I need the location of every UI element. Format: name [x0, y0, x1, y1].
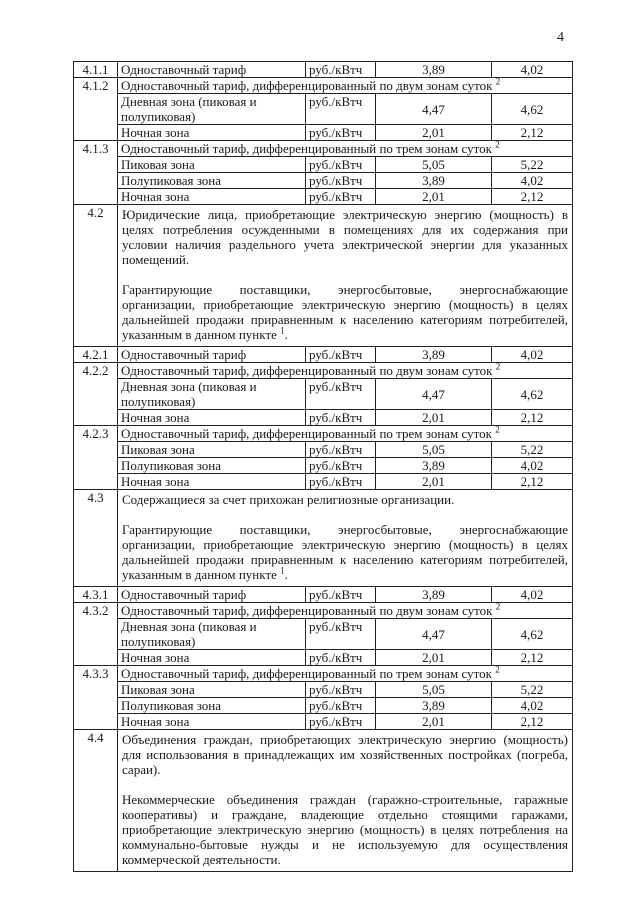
footnote-mark: 2: [495, 76, 501, 87]
unit: руб./кВтч: [306, 94, 376, 125]
tariff-value-1: 3,89: [376, 62, 492, 78]
item-number: 4.4: [74, 730, 118, 872]
unit: руб./кВтч: [306, 587, 376, 603]
tariff-type-header: [118, 141, 573, 157]
zone-name: Одноставочный тариф: [118, 347, 306, 363]
paragraph-text: Юридические лица, приобретающие электрическую энергию (мощность) в целях потребления осужденными в помещениях для их содержания при условии наличия раздельного учета электрической энергии для указанных помещений.: [122, 207, 568, 267]
table-row: [74, 650, 573, 666]
table-row: [74, 62, 573, 78]
tariff-value-2: 4,02: [492, 698, 573, 714]
tariff-value-1: 3,89: [376, 458, 492, 474]
unit: руб./кВтч: [306, 379, 376, 410]
tariff-value-1: 2,01: [376, 474, 492, 490]
unit: руб./кВтч: [306, 698, 376, 714]
tariff-type-label: Одноставочный тариф, дифференцированный по двум зонам суток: [121, 78, 493, 93]
unit: руб./кВтч: [306, 125, 376, 141]
tariff-value-1: 5,05: [376, 682, 492, 698]
item-number: 4.2: [74, 205, 118, 347]
paragraph-text: Гарантирующие поставщики, энергосбытовые, энергоснабжающие организации, приобретающие электрическую энергию (мощность) в целях дальнейшей продажи приравненным к населению категориям потребителей, указанным в данном пункте: [122, 522, 568, 582]
tariff-value-2: 2,12: [492, 125, 573, 141]
tariff-type-header: [118, 603, 573, 619]
tariff-value-2: 4,02: [492, 173, 573, 189]
item-number: 4.3: [74, 490, 118, 587]
zone-name: Ночная зона: [118, 650, 306, 666]
zone-name: Полупиковая зона: [118, 173, 306, 189]
unit: руб./кВтч: [306, 410, 376, 426]
footnote-mark: 1: [280, 565, 285, 576]
table-row: [74, 125, 573, 141]
footnote-mark: 2: [495, 424, 500, 435]
tariff-value-2: 4,02: [492, 458, 573, 474]
zone-name: Дневная зона (пиковая и полупиковая): [118, 379, 306, 410]
table-row: [74, 730, 573, 872]
tariff-value-2: 4,02: [492, 62, 573, 78]
table-row: [74, 141, 573, 157]
tariff-value-2: 2,12: [492, 410, 573, 426]
description-paragraph: Гарантирующие поставщики, энергосбытовые, энергоснабжающие организации, приобретающие электрическую энергию (мощность) в целях дальнейшей продажи приравненным к населению категориям потребителей, указанным в данном пункте $^1$.: [122, 522, 568, 582]
tariff-value-2: 4,62: [492, 619, 573, 650]
tariff-value-1: 2,01: [376, 125, 492, 141]
tariff-type-label: Одноставочный тариф, дифференцированный по двум зонам суток: [121, 363, 493, 378]
tariff-value-1: 3,89: [376, 173, 492, 189]
zone-name: Дневная зона (пиковая и полупиковая): [118, 619, 306, 650]
unit: руб./кВтч: [306, 189, 376, 205]
zone-name: Пиковая зона: [118, 442, 306, 458]
tariff-value-1: 2,01: [376, 650, 492, 666]
table-row: [74, 410, 573, 426]
item-number: 4.3.2: [74, 603, 118, 666]
paragraph-text: Гарантирующие поставщики, энергосбытовые, энергоснабжающие организации, приобретающие электрическую энергию (мощность) в целях дальнейшей продажи приравненным к населению категориям потребителей, указанным в данном пункте: [122, 282, 568, 342]
tariff-table-body: [74, 62, 573, 872]
table-row: [74, 714, 573, 730]
tariff-value-2: 5,22: [492, 157, 573, 173]
tariff-type-header: [118, 363, 573, 379]
table-row: [74, 363, 573, 379]
zone-name: Полупиковая зона: [118, 458, 306, 474]
paragraph-text: Объединения граждан, приобретающих электрическую энергию (мощность) для использования в принадлежащих им хозяйственных постройках (погреба, сараи).: [122, 732, 568, 777]
table-row: [74, 619, 573, 650]
tariff-value-1: 5,05: [376, 442, 492, 458]
item-number: 4.2.2: [74, 363, 118, 426]
tariff-value-1: 2,01: [376, 410, 492, 426]
tariff-value-2: 4,02: [492, 587, 573, 603]
table-row: [74, 603, 573, 619]
category-description: [118, 490, 573, 587]
unit: руб./кВтч: [306, 173, 376, 189]
footnote-mark: 2: [495, 139, 500, 150]
unit: руб./кВтч: [306, 157, 376, 173]
description-paragraph: [122, 732, 568, 777]
item-number: 4.1.3: [74, 141, 118, 205]
zone-name: Пиковая зона: [118, 157, 306, 173]
table-row: [74, 682, 573, 698]
footnote-mark: 2: [495, 361, 501, 372]
paragraph-text: Содержащиеся за счет прихожан религиозные организации.: [122, 492, 455, 507]
table-row: [74, 205, 573, 347]
table-row: [74, 458, 573, 474]
tariff-table: [73, 61, 573, 872]
description-paragraph: [122, 792, 568, 867]
unit: руб./кВтч: [306, 442, 376, 458]
zone-name: Ночная зона: [118, 474, 306, 490]
tariff-value-1: 5,05: [376, 157, 492, 173]
zone-name: Дневная зона (пиковая и полупиковая): [118, 94, 306, 125]
table-row: [74, 347, 573, 363]
tariff-value-2: 4,62: [492, 94, 573, 125]
table-row: [74, 78, 573, 94]
tariff-value-1: 4,47: [376, 379, 492, 410]
zone-name: Ночная зона: [118, 714, 306, 730]
footnote-mark: 2: [495, 664, 500, 675]
tariff-type-header: [118, 426, 573, 442]
page-number: 4: [557, 30, 564, 45]
tariff-value-1: 4,47: [376, 619, 492, 650]
tariff-value-1: 3,89: [376, 587, 492, 603]
tariff-type-label: Одноставочный тариф, дифференцированный по трем зонам суток: [121, 141, 492, 156]
zone-name: Одноставочный тариф: [118, 587, 306, 603]
table-row: [74, 94, 573, 125]
item-number: 4.1.1: [74, 62, 118, 78]
unit: руб./кВтч: [306, 347, 376, 363]
category-description: [118, 730, 573, 872]
tariff-value-2: 4,62: [492, 379, 573, 410]
table-row: [74, 379, 573, 410]
tariff-value-2: 2,12: [492, 714, 573, 730]
tariff-value-1: 3,89: [376, 347, 492, 363]
tariff-value-2: 5,22: [492, 682, 573, 698]
tariff-value-1: 3,89: [376, 698, 492, 714]
unit: руб./кВтч: [306, 458, 376, 474]
table-row: [74, 698, 573, 714]
category-description: [118, 205, 573, 347]
tariff-type-header: [118, 78, 573, 94]
tariff-value-2: 2,12: [492, 189, 573, 205]
item-number: 4.2.1: [74, 347, 118, 363]
footnote-mark: 2: [495, 601, 501, 612]
table-row: [74, 490, 573, 587]
item-number: 4.3.1: [74, 587, 118, 603]
zone-name: Ночная зона: [118, 189, 306, 205]
unit: руб./кВтч: [306, 714, 376, 730]
tariff-value-1: 2,01: [376, 189, 492, 205]
table-row: [74, 666, 573, 682]
paragraph-text: Некоммерческие объединения граждан (гаражно-строительные, гаражные кооперативы) и граждане, владеющие отдельно стоящими гаражами, приобретающие электрическую энергию (мощность) в целях потребления на коммунально-бытовые нужды и не используемую для осуществления коммерческой деятельности.: [122, 792, 568, 867]
table-row: [74, 157, 573, 173]
description-paragraph: [122, 492, 568, 507]
tariff-type-label: Одноставочный тариф, дифференцированный по трем зонам суток: [121, 426, 492, 441]
zone-name: Пиковая зона: [118, 682, 306, 698]
footnote-mark: 1: [280, 325, 285, 336]
tariff-value-2: 4,02: [492, 347, 573, 363]
tariff-value-2: 2,12: [492, 474, 573, 490]
table-row: [74, 426, 573, 442]
item-number: 4.3.3: [74, 666, 118, 730]
unit: руб./кВтч: [306, 682, 376, 698]
unit: руб./кВтч: [306, 474, 376, 490]
table-row: [74, 474, 573, 490]
tariff-value-2: 5,22: [492, 442, 573, 458]
description-paragraph: Гарантирующие поставщики, энергосбытовые, энергоснабжающие организации, приобретающие электрическую энергию (мощность) в целях дальнейшей продажи приравненным к населению категориям потребителей, указанным в данном пункте $^1$.: [122, 282, 568, 342]
tariff-type-label: Одноставочный тариф, дифференцированный по двум зонам суток: [121, 603, 493, 618]
tariff-type-header: [118, 666, 573, 682]
item-number: 4.2.3: [74, 426, 118, 490]
zone-name: Ночная зона: [118, 410, 306, 426]
tariff-type-label: Одноставочный тариф, дифференцированный по трем зонам суток: [121, 666, 492, 681]
item-number: 4.1.2: [74, 78, 118, 141]
tariff-value-1: 4,47: [376, 94, 492, 125]
zone-name: Ночная зона: [118, 125, 306, 141]
description-paragraph: [122, 207, 568, 267]
tariff-value-1: 2,01: [376, 714, 492, 730]
zone-name: Полупиковая зона: [118, 698, 306, 714]
table-row: [74, 189, 573, 205]
table-row: [74, 442, 573, 458]
zone-name: Одноставочный тариф: [118, 62, 306, 78]
table-row: [74, 587, 573, 603]
table-row: [74, 173, 573, 189]
tariff-value-2: 2,12: [492, 650, 573, 666]
unit: руб./кВтч: [306, 62, 376, 78]
unit: руб./кВтч: [306, 650, 376, 666]
unit: руб./кВтч: [306, 619, 376, 650]
